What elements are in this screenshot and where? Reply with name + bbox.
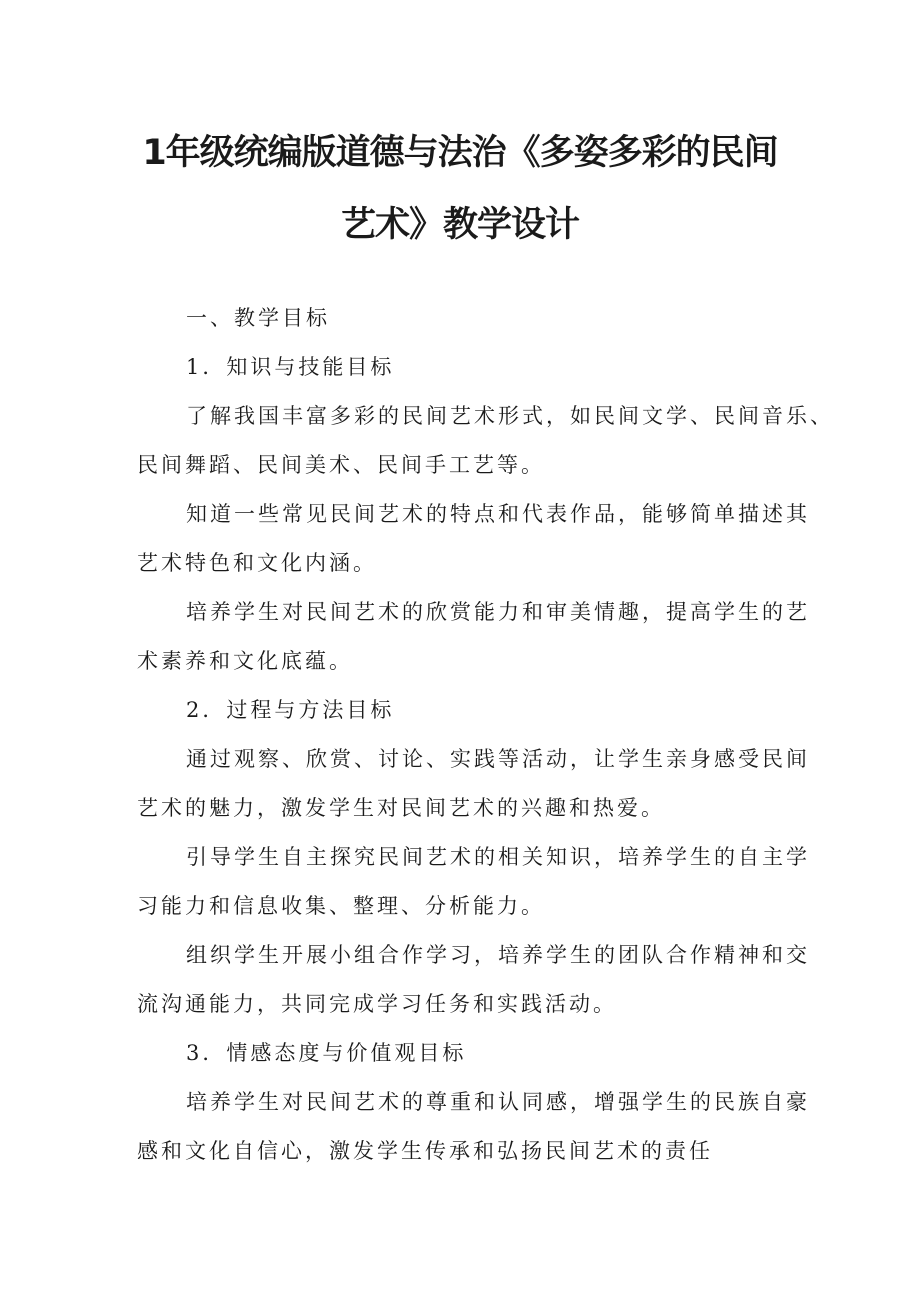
subheading-knowledge-skills: 1．知识与技能目标 <box>186 355 395 379</box>
paragraph-line: 艺术的魅力，激发学生对民间艺术的兴趣和热爱。 <box>137 796 665 820</box>
paragraph-line: 通过观察、欣赏、讨论、实践等活动，让学生亲身感受民间 <box>186 747 810 771</box>
paragraph-line: 艺术特色和文化内涵。 <box>137 551 377 575</box>
paragraph-line: 民间舞蹈、民间美术、民间手工艺等。 <box>137 453 545 477</box>
paragraph-line: 培养学生对民间艺术的欣赏能力和审美情趣，提高学生的艺 <box>186 600 810 624</box>
paragraph-line: 知道一些常见民间艺术的特点和代表作品，能够简单描述其 <box>186 502 810 526</box>
paragraph-line: 术素养和文化底蕴。 <box>137 649 353 673</box>
document-title-line-1: 1年级统编版道德与法治《多姿多彩的民间 <box>142 133 778 173</box>
subheading-attitude-values: 3．情感态度与价值观目标 <box>186 1041 467 1065</box>
paragraph-line: 组织学生开展小组合作学习，培养学生的团队合作精神和交 <box>186 943 810 967</box>
paragraph-line: 感和文化自信心，激发学生传承和弘扬民间艺术的责任 <box>137 1139 713 1163</box>
paragraph-line: 了解我国丰富多彩的民间艺术形式，如民间文学、民间音乐、 <box>186 404 834 428</box>
document-title-line-2: 艺术》教学设计 <box>340 205 579 245</box>
paragraph-line: 培养学生对民间艺术的尊重和认同感，增强学生的民族自豪 <box>186 1090 810 1114</box>
paragraph-line: 引导学生自主探究民间艺术的相关知识，培养学生的自主学 <box>186 845 810 869</box>
paragraph-line: 习能力和信息收集、整理、分析能力。 <box>137 894 545 918</box>
subheading-process-methods: 2．过程与方法目标 <box>186 698 395 722</box>
section-heading-teaching-goals: 一、教学目标 <box>186 306 330 330</box>
paragraph-line: 流沟通能力，共同完成学习任务和实践活动。 <box>137 992 617 1016</box>
